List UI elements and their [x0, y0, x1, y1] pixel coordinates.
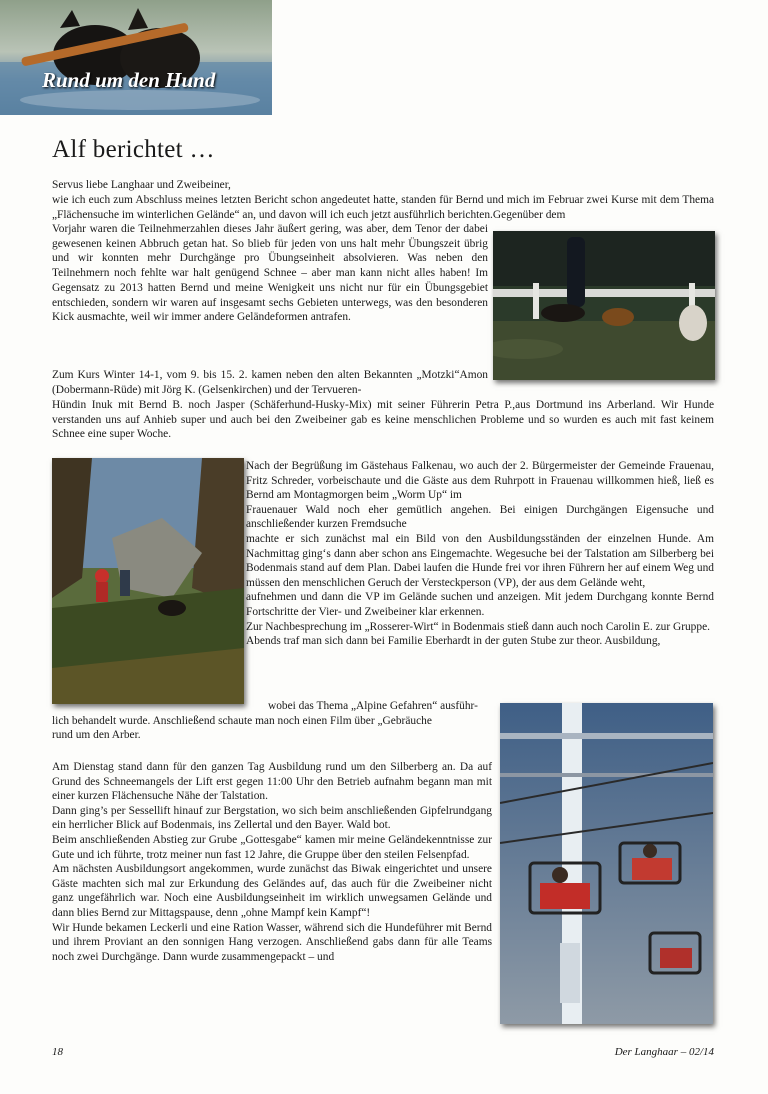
- monday-paragraph-2: Frauenauer Wald noch eher gemütlich angehen. Bei einigen Durchgängen Eigensuche und anschließender kurzen Fremdsuche: [246, 503, 714, 531]
- header-photo: [0, 0, 272, 115]
- section-title: Rund um den Hund: [42, 68, 216, 92]
- page-number: 18: [52, 1046, 63, 1058]
- greeting: Servus liebe Langhaar und Zweibeiner,: [52, 179, 231, 191]
- tuesday-paragraph-4: Am nächsten Ausbildungsort angekommen, wurde zunächst das Biwak eingerichtet und unsere Gäste machten sich mal zur Erkundung des Geländes auf, das auch für die Zweibeiner nicht ganz ungefährlich war. Noch eine Ausbildungseinheit im wirklich unwegsamen Gelände und dann blies Bernd zur Mittagspause, denn „ohne Mampf kein Kampf“!: [52, 863, 492, 919]
- photo-chairlift: [500, 703, 713, 1024]
- tuesday-section: [52, 760, 492, 964]
- monday-section: [246, 459, 714, 649]
- intro-paragraph: wie ich euch zum Abschluss meines letzten Bericht schon angedeutet hatte, standen für Bernd und mich im Februar zwei Kurse mit dem Thema „Flächensuche im winterlichen Gelände“ an, und davon will ich euch jetzt ausführlich berichten.Gegenüber dem: [52, 194, 714, 221]
- tuesday-paragraph-5: Wir Hunde bekamen Leckerli und eine Ration Wasser, während sich die Hundeführer mit Bernd und ihrem Proviant an den sonnigen Hang verzogen. Anschließend gabs dann für alle Teams noch zwei Durchgänge. Dann wurde zusammengepackt – und: [52, 921, 492, 963]
- monday-paragraph-6c: lich behandelt wurde. Anschließend schaute man noch einen Film über „Gebräuche: [52, 715, 432, 727]
- publication-footer: Der Langhaar – 02/14: [614, 1046, 714, 1058]
- article-title: Alf berichtet …: [52, 136, 215, 163]
- monday-paragraph-4: aufnehmen und dann die VP im Gelände suchen und anzeigen. Mit jedem Durchgang konnte Bernd Fortschritte der Vier- und Zweibeiner klar erkennen.: [246, 591, 714, 618]
- tuesday-paragraph-1: Am Dienstag stand dann für den ganzen Tag Ausbildung rund um den Silberberg an. Da auf Grund des Schneemangels der Lift erst gegen 11:00 Uhr den Betrieb aufnahm begann man mit einer kurzen Flächensuche Nähe der Talstation.: [52, 761, 492, 803]
- tuesday-paragraph-3: Beim anschließenden Abstieg zur Grube „Gottesgabe“ kamen mir meine Geländekenntnisse zur Gute und ich führte, trotz meiner nun fast 12 Jahre, die Gruppe über den steilen Felsenpfad.: [52, 833, 492, 861]
- winter-course-paragraph: Zum Kurs Winter 14-1, vom 9. bis 15. 2. kamen neben den alten Bekannten „Motzki“Amon (Dobermann-Rüde) mit Jörg K. (Gelsenkirchen) und der Tervueren-: [52, 369, 488, 396]
- monday-paragraph-3: machte er sich zunächst mal ein Bild von den Ausbildungsständen der einzelnen Hunde. Am Nachmittag ging‘s dann aber schon ans Eingemachte. Wegesuche bei der Talstation am Silberberg bei Bodenmais stand auf dem Plan. Dabei laufen die Hunde frei vor ihren Führern her auf einem Weg und müssen den menschlichen Geruch der Versteckperson (VP), der aus dem Gelände weht,: [246, 532, 714, 589]
- photo-group-on-hill: [52, 458, 244, 704]
- photo-dogs-training: [493, 231, 715, 380]
- monday-paragraph-6b: wobei das Thema „Alpine Gefahren“ ausführ-: [268, 700, 478, 712]
- winter-course-paragraph-continued: Hündin Inuk mit Bernd B. noch Jasper (Schäferhund-Husky-Mix) mit seiner Führerin Petra P.,aus Dortmund ins Arberland. Wir Hunde verstanden uns auf Anhieb super und auch bei den Zweibeiner gab es keine menschlichen Probleme und so wurden es auch mit fast keinem Schnee eine super Woche.: [52, 399, 714, 441]
- monday-paragraph-6a: Abends traf man sich dann bei Familie Eberhardt in der guten Stube zur theor. Ausbildung,: [246, 635, 661, 648]
- monday-paragraph-5: Zur Nachbesprechung im „Rosserer-Wirt“ in Bodenmais stieß dann auch noch Carolin E. zur Gruppe.: [246, 620, 710, 633]
- monday-paragraph-6d: rund um den Arber.: [52, 729, 141, 741]
- intro-paragraph-continued: Vorjahr waren die Teilnehmerzahlen dieses Jahr äußert gering, was aber, dem Tenor der dabei gewesenen keinen Abbruch getan hat. So blieb für jeden von uns halt mehr Übungszeit übrig und wir konnten mehr Durchgänge pro Übungseinheit absolvieren. Was neben den Teilnehmern noch fehlte war halt genügend Schnee – aber man kann nicht alles haben! Im Gegensatz zu 2013 hatten Bernd und meine Wenigkeit uns nicht nur für ein Übungsgebiet entschieden, sondern wir waren auf insgesamt sechs Gebieten unterwegs, was den besonderen Kick ausmachte, weil wir immer andere Geländeformen antrafen.: [52, 223, 488, 324]
- monday-paragraph-1: Nach der Begrüßung im Gästehaus Falkenau, wo auch der 2. Bürgermeister der Gemeinde Frauenau, Fritz Schreder, vorbeischaute und die Gäste aus dem Ruhrpott in Frauenau willkommen hieß, ließ es Bernd am Montagmorgen beim „Worm Up“ im: [246, 460, 714, 502]
- tuesday-paragraph-2: Dann ging’s per Sessellift hinauf zur Bergstation, wo sich beim anschließenden Gipfelrundgang ein herrlicher Blick auf Bodenmais, ins Zellertal und den Bayer. Wald bot.: [52, 804, 492, 832]
